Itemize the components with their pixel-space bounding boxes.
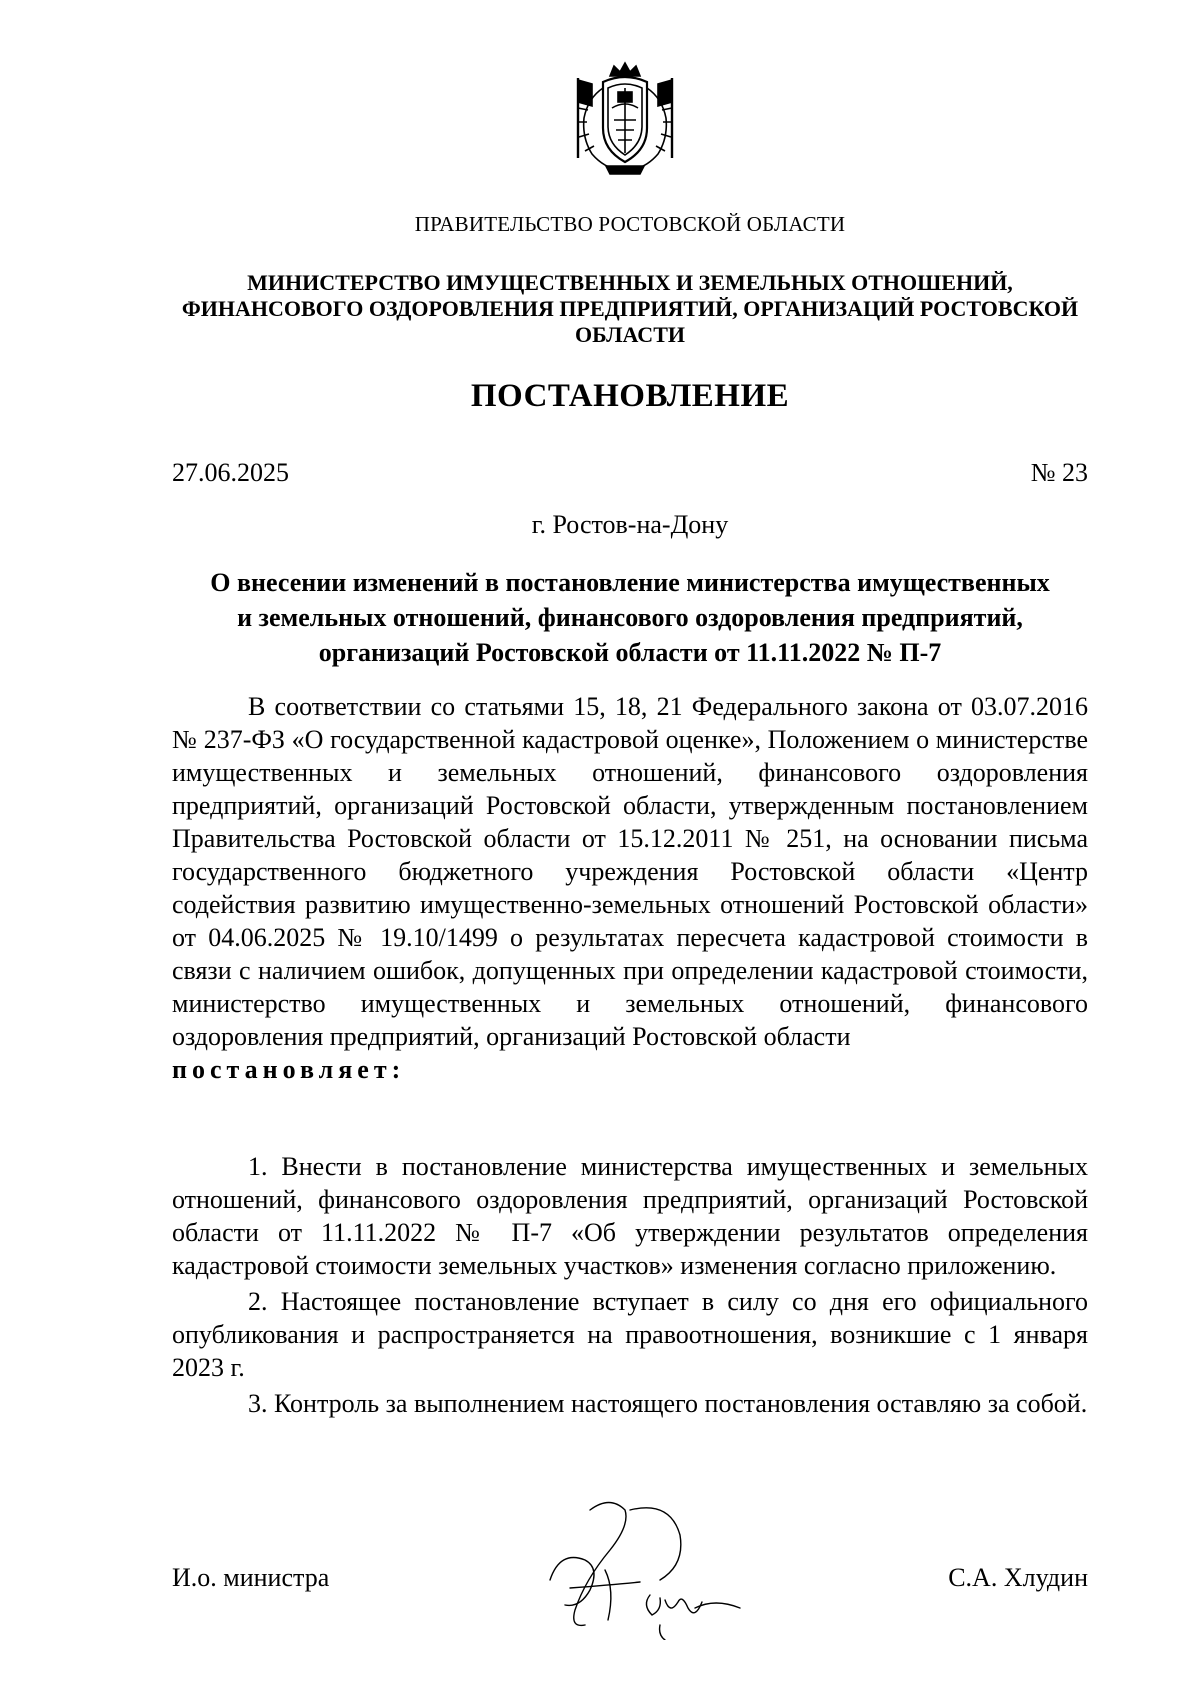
subject-line: О внесении изменений в постановление министерства имущественных xyxy=(210,568,1050,597)
resolution-item: 2. Настоящее постановление вступает в силу со дня его официального опубликования и распространяется на правоотношения, возникшие с 1 января 2023 г. xyxy=(172,1287,1088,1382)
ministry-name xyxy=(170,270,1090,348)
preamble-paragraph xyxy=(172,690,1088,1086)
resolution-items xyxy=(172,1150,1088,1423)
subject-line: и земельных отношений, финансового оздоровления предприятий, xyxy=(237,603,1023,632)
government-name: ПРАВИТЕЛЬСТВО РОСТОВСКОЙ ОБЛАСТИ xyxy=(414,212,846,236)
preamble-text: В соответствии со статьями 15, 18, 21 Федерального закона от 03.07.2016 № 237-ФЗ «О государственной кадастровой оценке», Положением о министерстве имущественных и земельных отношений, финансового оздоровления предприятий, организаций Ростовской области, утвержденным постановлением Правительства Ростовской области от 15.12.2011 № 251, на основании письма государственного бюджетного учреждения Ростовской области «Центр содействия развитию имущественно-земельных отношений Ростовской области» от 04.06.2025 № 19.10/1499 о результатах пересчета кадастровой стоимости в связи с наличием ошибок, допущенных при определении кадастровой стоимости, министерство имущественных и земельных отношений, финансового оздоровления предприятий, организаций Ростовской области xyxy=(172,692,1088,1051)
handwritten-signature xyxy=(530,1490,760,1640)
document-subject xyxy=(172,565,1088,670)
document-date: 27.06.2025 xyxy=(172,458,289,487)
resolution-item: 1. Внести в постановление министерства имущественных и земельных отношений, финансового оздоровления предприятий, организаций Ростовской области от 11.11.2022 № П-7 «Об утверждении результатов определения кадастровой стоимости земельных участков» изменения согласно приложению. xyxy=(172,1152,1088,1280)
preamble xyxy=(172,690,1088,1086)
resolution-item: 3. Контроль за выполнением настоящего постановления оставляю за собой. xyxy=(248,1389,1088,1418)
subject-line: организаций Ростовской области от 11.11.2022 № П-7 xyxy=(318,638,942,667)
document-city: г. Ростов-на-Дону xyxy=(531,510,729,539)
ministry-line: ОБЛАСТИ xyxy=(575,322,685,347)
ministry-line: МИНИСТЕРСТВО ИМУЩЕСТВЕННЫХ И ЗЕМЕЛЬНЫХ ОТНОШЕНИЙ, xyxy=(247,270,1013,295)
coat-of-arms-emblem xyxy=(570,58,680,178)
document-type-title: ПОСТАНОВЛЕНИЕ xyxy=(470,378,790,414)
document-number: № 23 xyxy=(1030,458,1088,487)
signatory-role: И.о. министра xyxy=(172,1563,330,1592)
decision-word: постановляет: xyxy=(172,1055,406,1084)
signatory-name: С.А. Хлудин xyxy=(948,1563,1088,1592)
ministry-line: ФИНАНСОВОГО ОЗДОРОВЛЕНИЯ ПРЕДПРИЯТИЙ, ОРГАНИЗАЦИЙ РОСТОВСКОЙ xyxy=(181,296,1079,321)
